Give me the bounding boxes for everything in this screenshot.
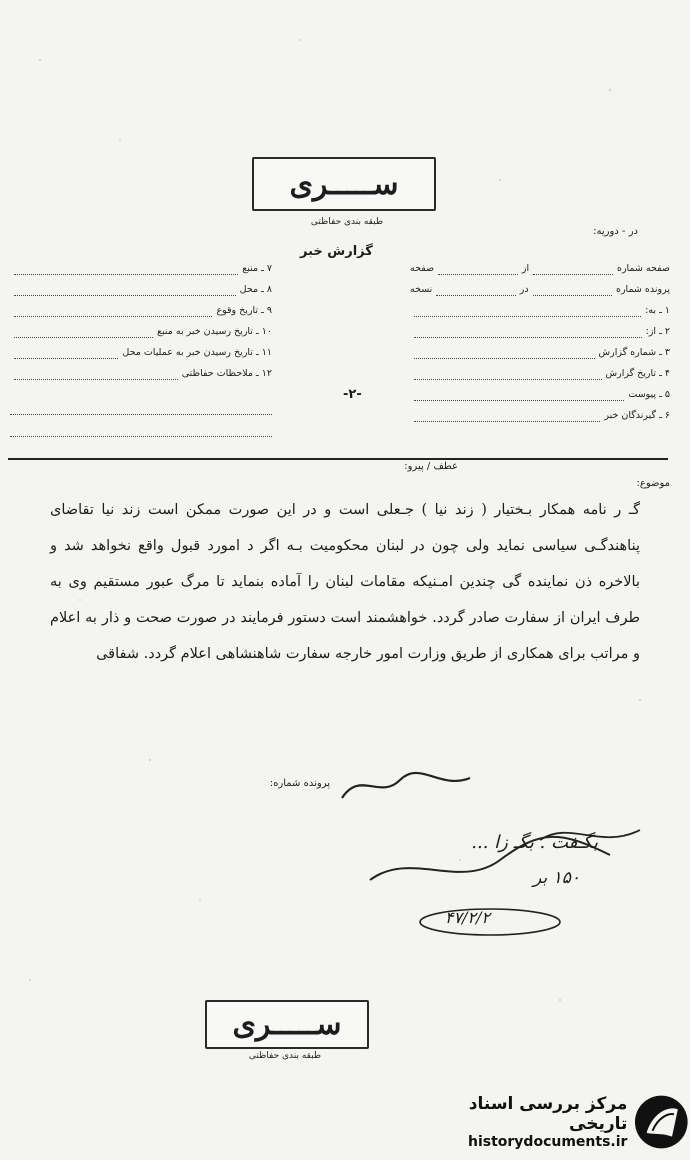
field-news-to-ops-date: ۱۱ ـ تاریخ رسیدن خبر به عملیات محل xyxy=(10,342,272,363)
logo-text-fa: مرکز بررسی اسناد تاریخی xyxy=(468,1094,628,1134)
left-fields xyxy=(10,258,272,384)
field-security-notes: ۱۲ ـ ملاحظات حفاظتی xyxy=(10,363,272,384)
field-source: ۷ ـ منبع xyxy=(10,258,272,279)
handwritten-note-1: بگـفت . بگـ زا ... xyxy=(471,832,598,853)
field-location: ۸ ـ محل xyxy=(10,279,272,300)
site-logo xyxy=(410,1093,690,1151)
field-event-date: ۹ ـ تاریخ وقوع xyxy=(10,300,272,321)
handwritten-note-3: ۴۷/۲/۲ xyxy=(444,908,490,927)
field-file-number: پرونده شماره در نسخه xyxy=(409,284,670,295)
topic-label: موضوع: xyxy=(636,478,670,489)
section-divider xyxy=(8,458,668,460)
reference-label: عطف / پیرو: xyxy=(404,461,458,472)
blank-line xyxy=(10,436,272,437)
field-news-to-source-date: ۱۰ ـ تاریخ رسیدن خبر به منبع xyxy=(10,321,272,342)
field-page-number: صفحه شماره از صفحه xyxy=(410,263,670,274)
blank-line xyxy=(10,414,272,415)
top-secret-stamp xyxy=(252,157,436,211)
footnote: پرونده شماره: xyxy=(269,778,330,789)
bottom-secret-stamp xyxy=(205,1000,369,1049)
report-body: گـ ر نامه همکار بـختیار ( زند نیا ) جـعلی است و در این صورت ممکن است زند نیا تقاضای پناهندگـی سیاسی نماید ولی چون در لبنان محکومیت بـه اگر د امورد قبول واقع نخواهد شد و بالاخره ذن نماینده گی چندین امـنیکه مقامات لبنان را آماده بنماید تا مرگ عبور مستقیم وی به طرف ایران از سفارت صادر گردد. خواهشمند است دستور فرمایند در صورت صحت و ذار به اعلام و مراتب برای همکاری از طریق وزارت امور خارجه سفارت شاهنشاهی اعلام گردد. شفاقی xyxy=(50,502,640,662)
bottom-classification-label: طبقه بندی حفاظتی xyxy=(248,1051,322,1061)
field-attachment: ۵ ـ پیوست xyxy=(410,384,670,405)
date-label: در - دوریه: xyxy=(593,226,638,237)
handwritten-note-2: ۱۵۰ بر xyxy=(533,868,580,888)
stamp-text: ســـــری xyxy=(289,166,399,202)
field-to: ۱ ـ به: xyxy=(410,300,670,321)
field-from: ۲ ـ از: xyxy=(410,321,670,342)
field-report-date: ۴ ـ تاریخ گزارش xyxy=(410,363,670,384)
logo-text-en: historydocuments.ir xyxy=(467,1134,628,1150)
field-report-number: ۳ ـ شماره گزارش xyxy=(410,342,670,363)
right-fields xyxy=(410,258,670,426)
field-recipients: ۶ ـ گیرندگان خبر xyxy=(410,405,670,426)
page-number: -۲- xyxy=(343,387,362,402)
stamp-text: ســـــری xyxy=(232,1007,342,1042)
document-emblem-icon xyxy=(633,1093,690,1151)
classification-label: طبقه بندی حفاظتی xyxy=(310,217,384,227)
report-title: گزارش خبر xyxy=(300,244,373,259)
